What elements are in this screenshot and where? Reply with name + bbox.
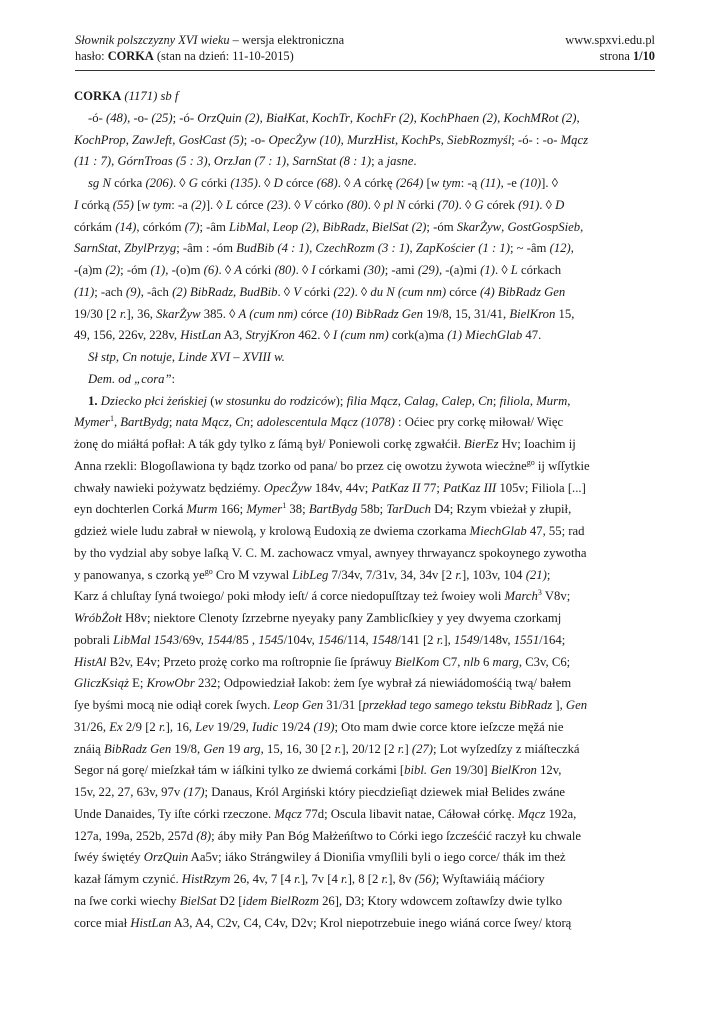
- page-header: [75, 32, 655, 64]
- header-divider: [75, 70, 655, 71]
- sense-1: 1. Dziecko płci żeńskiej (w stosunku do rodziców); filia Mącz, Calag, Calep, Cn; filiola, Murm,: [88, 393, 571, 408]
- forms-paragraph: -ó- (48), -o- (25); -ó- OrzQuin (2), BiałKat, KochTr, KochFr (2), KochPhaen (2), KochMRot (2),: [88, 110, 580, 125]
- page-number: strona 1/10: [599, 49, 655, 63]
- entry-status: hasło: CORKA (stan na dzień: 11-10-2015): [75, 49, 294, 63]
- sg-paragraph: sg N córka (206). ◊ G córki (135). ◊ D córce (68). ◊ A córkę (264) [w tym: -ą (11), -e (10)]. ◊: [88, 176, 558, 190]
- dictionary-title: Słownik polszczyzny XVI wieku – wersja elektroniczna: [75, 33, 345, 47]
- website-link[interactable]: www.spxvi.edu.pl: [565, 33, 655, 47]
- entry-text: CORKA (1171) sb f -ó- (48), -o- (25); -ó- OrzQuin (2), BiałKat, KochTr, KochFr (2), KochPhaen (2), KochMRot (2), KochProp, ZawJeft, GosłCast (5); -o- OpecŻyw (10), MurzHist, KochPs, SiebRozmyśl; -ó- : -o- Mącz (11 : 7), GórnTroas (5 : 3), OrzJan (7 : 1), SarnStat (8 : 1); a jasne. sg N córka (206). ◊ G córki (135). ◊ D córce (68). ◊ A córkę (264) [w tym: -ą (11), -e (10)]. ◊ I córką (55) [w tym: -a (2)]. ◊ L córce (23). ◊ V córko (80). ◊ pl N córki (70). ◊ G córek (91). ◊ D córkám (14), córkóm (7); -âm LibMal, Leop (2), BibRadz, BielSat (2); -óm SkarŻyw, GostGospSieb, SarnStat, ZbylPrzyg; -âm : -óm BudBib (4 : 1), CzechRozm (3 : 1), ZapKościer (1 : 1); ~ -âm (12), -(a)m (2); -óm (1), -(o)m (6). ◊ A córki (80). ◊ I córkami (30); -ami (29), -(a)mi (1). ◊ L córkach (11); -ach (9), -âch (2) BibRadz, BudBib. ◊ V córki (22). ◊ du N (cum nm) córce (4) BibRadz Gen 19/30 [2 r.], 36, SkarŻyw 385. ◊ A (cum nm) córce (10) BibRadz Gen 19/8, 15, 31/41, BielKron 15, 49, 156, 226v, 228v, HistLan A3, StryjKron 462. ◊ I (cum nm) cork(a)ma (1) MiechGlab 47. Sł stp, Cn notuje, Linde XVI – XVIII w. Dem. od „cora”: 1. Dziecko płci żeńskiej (w stosunku do rodziców); filia Mącz, Calag, Calep, Cn; filiola, Murm, Mymer$^1$, BartBydg; nata Mącz, Cn; adolescentula Mącz (1078) : Oćiec pry corkę miłował/ Więc żonę do miáłtá pofłał: A ták gdy tylko z ſámą był/ Poniewoli corkę zgwałćił. BierEz Hv; Ioachim ij Anna rzekli: Blogoſlawiona ty bądz tzorko od pana/ bo przez cię owotzu żywota wiecżne$^{go}$ ij wſſytkie chwały nawieki pożywatz będziémy. OpecŻyw 184v, 44v; PatKaz II 77; PatKaz III 105v; Filiola [...] eyn dochterlen Corká Murm 166; Mymer$^1$ 38; BartBydg 58b; TarDuch D4; Rzym vbieżał y złupił, gdzież wiele ludu zabrał w niewolą, y krolową Eudoxią ze dwiema czorkama MiechGlab 47, 55; rad by tho vydzial aby sobye laſką V. C. M. zachowacz vmyal, awnyey thrwayancz spokoynego zywotha y panowanya, s czorką $ye^{go}$ Cro M vzywal LibLeg 7/34v, 7/31v, 34, 34v [2 r.], 103v, 104 (21); Karz á chluſtay ſyná twoiego/ poki młody ieſt/ á corce niedopuſſtzay też ſwoiey woli March$^3$ V8v; WróbŻołt H8v; niektore Clenoty ſzrzebrne nyeyaky pany Zamblicſkiey y yey dwyema czorkamj pobrali LibMal 1543/69v, 1544/85 , 1545/104v, 1546/114, 1548/141 [2 r.], 1549/148v, 1551/164; HistAl B2v, E4v; Przeto prożę corko ma roſtropnie ſie ſpráwuy BielKom C7, nlb 6 marg, C3v, C6; GliczKsiąż E; KrowObr 232; Odpowiedział Iakob: żem ſye wybrał zá niewiádomośćią twą/ bałem ſye byśmi mocą nie odiął corek ſwych. Leop Gen 31/31 [przekład tego samego tekstu BibRadz ], Gen 31/26, Ex 2/9 [2 r.], 16, Lev 19/29, Iudic 19/24 (19); Oto mam dwie corce ktore ieſzcze męžá nie znáią BibRadz Gen 19/8, Gen 19 arg, 15, 16, 30 [2 r.], 20/12 [2 r.] (27); Lot wyſzedſzy z miáſteczká Segor ná gorę/ mieſzkał tám w iáſkini tylko ze dwiemá corkámi [bibl. Gen 19/30] BielKron 12v, 15v, 22, 27, 63v, 97v (17); Danaus, Król Argiński który piecdzieſiąt dziewek miał Belides zwáne Unde Danaides, Ty iſte córki rzeczone. Mącz 77d; Oscula libavit natae, Cáłował córkę. Mącz 192a, 127a, 199a, 252b, 257d (8); áby miły Pan Bóg Małżeńſtwo to Córki iego ſzcześćić raczył ku chwale ſwéy świętéy OrzQuin Aa5v; iáko Strángwiley á Dioniſia vmyſlili byli o iego corce/ thák im theż kazał ſámym czynić. HistRzym 26, 4v, 7 [4 r.], 7v [4 r.], 8 [2 r.], 8v (56); Wyſtawiáią máćiory na ſwe corki wiechy BielSat D2 [idem BielRozm 26], D3; Ktory wdowcem zoſtawſzy dwie tylko corce miał HistLan A3, A4, C2v, C4, C4v, D2v; Krol niepotrzebuie inego wiáná corce ſwey/ ktorą: [88, 86, 657, 934]
- headword-line: CORKA (1171) sb f: [74, 89, 179, 103]
